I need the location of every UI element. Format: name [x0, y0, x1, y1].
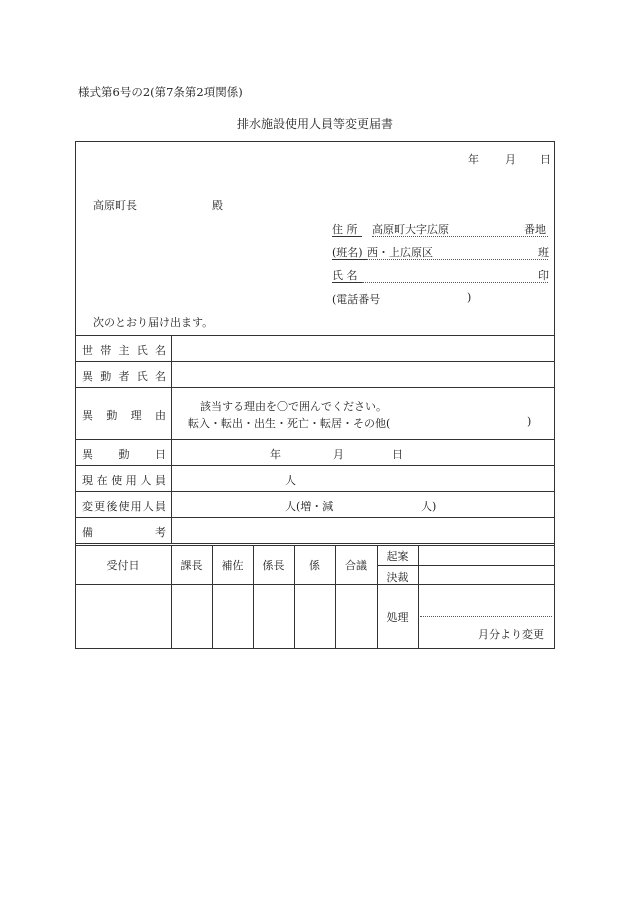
name-label-underline [332, 282, 362, 283]
staff-label: 係 [309, 559, 320, 572]
divider [75, 517, 555, 518]
divider [75, 465, 555, 466]
divider [75, 584, 555, 585]
divider [75, 545, 555, 546]
seal-mark: 印 [538, 269, 549, 282]
reason-label: 異 動 理 由 [82, 409, 166, 422]
han-field-line[interactable] [367, 259, 548, 260]
han-value: 西・上広原区 [367, 246, 433, 259]
han-label: (班名) [332, 246, 363, 259]
processing-field-line[interactable] [420, 616, 552, 617]
move-date-label: 異 動 日 [82, 448, 166, 461]
form-number: 様式第6号の2(第7条第2項関係) [78, 85, 243, 99]
han-label-underline [332, 259, 367, 260]
divider [75, 439, 555, 440]
mover-field[interactable] [172, 362, 554, 387]
remarks-label: 備 考 [82, 526, 166, 539]
honorific: 殿 [212, 199, 223, 212]
name-field-line[interactable] [362, 282, 548, 283]
divider [75, 491, 555, 492]
after-users-unit: 人(増・減 [285, 500, 334, 513]
addressee: 高原町長 [93, 199, 137, 212]
move-year: 年 [270, 448, 281, 461]
form-title: 排水施設使用人員等変更届書 [236, 117, 393, 131]
after-users-close: 人) [421, 500, 437, 513]
phone-close: ) [467, 291, 472, 304]
han-suffix: 班 [538, 246, 549, 259]
closing-statement: 次のとおり届け出ます。 [93, 316, 214, 329]
column-divider [418, 545, 419, 649]
move-month: 月 [333, 448, 344, 461]
address-value: 高原町大字広原 [372, 223, 449, 236]
address-label: 住 所 [332, 223, 358, 236]
section-chief-label: 課長 [180, 559, 203, 572]
after-users-label: 変 更 後 使 用 人 員 [82, 500, 166, 513]
change-note: 月分より変更 [478, 628, 544, 641]
date-month: 月 [505, 153, 516, 166]
address-label-underline [332, 236, 362, 237]
name-label: 氏 名 [332, 269, 358, 282]
drafted-label: 起案 [386, 550, 409, 563]
reason-close: ) [527, 415, 532, 428]
move-day: 日 [392, 448, 403, 461]
council-label: 合議 [345, 559, 367, 572]
mover-label: 異 動 者 氏 名 [82, 370, 166, 383]
address-field-line[interactable] [372, 236, 548, 237]
reason-instruction: 該当する理由を〇で囲んでください。 [200, 400, 387, 413]
current-users-unit: 人 [285, 474, 296, 487]
divider [75, 387, 555, 388]
processing-label: 処理 [386, 611, 409, 624]
sub-chief-label: 係長 [262, 559, 285, 572]
date-day: 日 [540, 153, 551, 166]
divider [75, 543, 555, 544]
reason-options[interactable]: 転入・転出・出生・死亡・転居・その他( [188, 417, 391, 430]
assistant-label: 補佐 [221, 559, 244, 572]
householder-field[interactable] [172, 336, 554, 361]
householder-label: 世 帯 主 氏 名 [82, 344, 166, 357]
approved-label: 決裁 [386, 571, 409, 584]
address-suffix: 番地 [524, 223, 546, 236]
received-date-label: 受付日 [106, 559, 140, 572]
phone-label: (電話番号 [332, 293, 381, 306]
current-users-label: 現 在 使 用 人 員 [82, 474, 166, 487]
date-year: 年 [468, 153, 479, 166]
divider [377, 565, 555, 566]
